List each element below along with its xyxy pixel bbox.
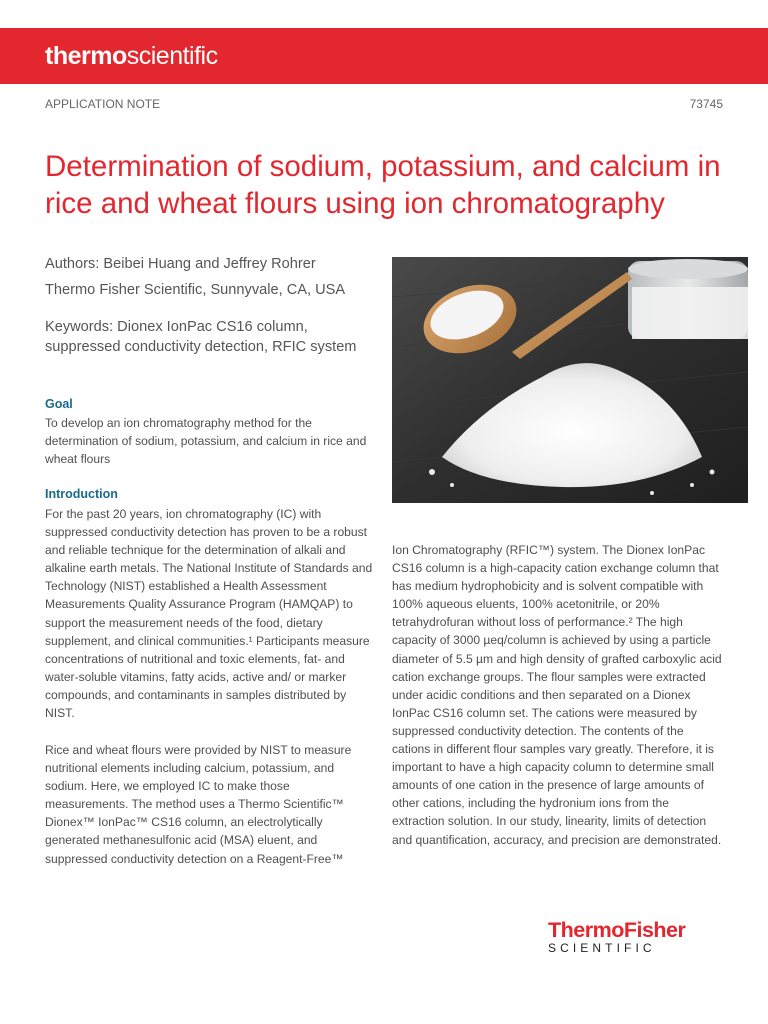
goal-heading: Goal <box>45 397 73 411</box>
document-type: APPLICATION NOTE <box>45 97 161 111</box>
page-title: Determination of sodium, potassium, and calcium in rice and wheat flours using ion chromatography <box>45 150 721 220</box>
logo-light-text: scientific <box>126 42 218 70</box>
thermo-fisher-scientific-logo <box>548 918 723 955</box>
flour-photo <box>392 257 748 503</box>
introduction-paragraph-2: Rice and wheat flours were provided by NIST to measure nutritional elements including calcium, potassium, and sodium. Here, we employed IC to make those measurements. The method uses a Thermo Scientific™ Dionex™ IonPac™ CS16 column, an electrolytically generated methanesulfonic acid (MSA) eluent, and suppressed conductivity detection on a Reagent-Free™ <box>45 743 352 866</box>
authors: Authors: Beibei Huang and Jeffrey Rohrer <box>45 256 316 272</box>
thermo-scientific-logo <box>45 42 218 71</box>
introduction-paragraph-1: For the past 20 years, ion chromatography (IC) with suppressed conductivity detection has proven to be a robust and reliable technique for the determination of alkali and alkaline earth metals. The National Institute of Standards and Technology (NIST) established a Health Assessment Measurements Quality Assurance Program (HAMQAP) to support the measurement needs of the food, dietary supplement, and clinical communities.¹ Participants measure concentrations of nutritional and toxic elements, fat- and water-soluble vitamins, fatty acids, active and/ or marker compounds, and contaminants in samples distributed by NIST. <box>45 507 373 721</box>
header-bar <box>0 28 768 84</box>
goal-text: To develop an ion chromatography method for the determination of sodium, potassium, and calcium in rice and wheat flours <box>45 416 367 467</box>
footer-logo-top: ThermoFisher <box>548 918 686 942</box>
keywords: Keywords: Dionex IonPac CS16 column, suppressed conductivity detection, RFIC system <box>45 319 357 355</box>
document-number: 73745 <box>689 97 723 111</box>
introduction-heading: Introduction <box>45 487 118 501</box>
affiliation: Thermo Fisher Scientific, Sunnyvale, CA, USA <box>45 282 346 298</box>
introduction-paragraph-3: Ion Chromatography (RFIC™) system. The Dionex IonPac CS16 column is a high-capacity cation exchange column that has medium hydrophobicity and is solvent compatible with 100% aqueous eluents, 100% acetonitrile, or 20% tetrahydrofuran without loss of performance.² The high capacity of 3000 µeq/column is achieved by using a particle diameter of 5.5 µm and high density of grafted carboxylic acid cation exchange groups. The flour samples were extracted under acidic conditions and then separated on a Dionex IonPac CS16 column set. The cations were measured by suppressed conductivity detection. The contents of the cations in different flour samples vary greatly. Therefore, it is important to have a high capacity column to determine small amounts of one cation in the presence of large amounts of other cations, including the hydronium ions from the extraction solution. In our study, linearity, limits of detection and quantification, accuracy, and precision are demonstrated. <box>392 543 722 847</box>
footer-logo-bottom: SCIENTIFIC <box>548 941 656 955</box>
logo-bold-text: thermo <box>45 42 127 70</box>
